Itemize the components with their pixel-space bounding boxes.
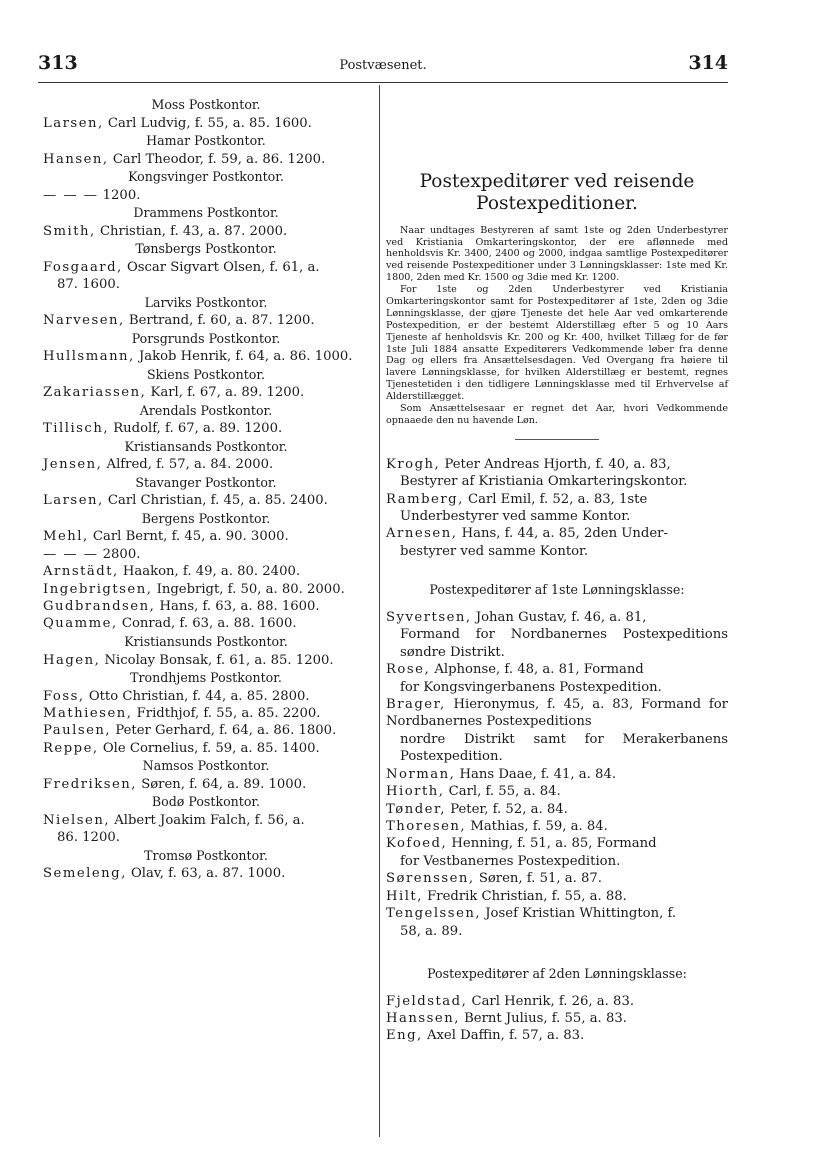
person-details: Christian, f. 43, a. 87. 2000. bbox=[99, 223, 288, 239]
person-details: Fridthjof, f. 55, a. 85. 2200. bbox=[136, 705, 321, 721]
person-surname: Jensen, bbox=[43, 457, 103, 473]
person-surname: Rose, bbox=[386, 662, 431, 678]
person-entry bbox=[40, 812, 372, 847]
person-surname: Fosgaard, bbox=[43, 259, 123, 275]
person-entry bbox=[40, 776, 372, 793]
person-entry bbox=[386, 783, 728, 800]
class1-heading: Postexpeditører af 1ste Lønningsklasse: bbox=[429, 582, 685, 598]
person-surname: Zakariassen, bbox=[43, 385, 147, 401]
person-details: Jakob Henrik, f. 64, a. 86. 1000. bbox=[138, 349, 353, 365]
person-surname: Hanssen, bbox=[386, 1010, 460, 1026]
office-heading: Kristiansunds Postkontor. bbox=[124, 633, 288, 649]
person-entry bbox=[386, 870, 728, 887]
running-title: Postvæsenet. bbox=[339, 58, 427, 73]
note-paragraph: Som Ansættelsesaar er regnet det Aar, hvori Vedkommende opnaaede den nu havende Løn. bbox=[386, 403, 728, 426]
person-entry bbox=[40, 151, 372, 168]
person-details-continued: Bestyrer af Kristiania Omkarteringskontor. bbox=[400, 474, 688, 490]
section-title: Postexpeditører ved reisende Postexpeditioner. bbox=[419, 171, 695, 214]
class2-list bbox=[386, 993, 728, 1045]
person-surname: Narvesen, bbox=[43, 313, 125, 329]
person-entry bbox=[40, 563, 372, 580]
person-surname: — — — bbox=[43, 187, 99, 203]
person-details: Bertrand, f. 60, a. 87. 1200. bbox=[128, 313, 315, 329]
person-entry bbox=[40, 420, 372, 437]
person-details: Bernt Julius, f. 55, a. 83. bbox=[464, 1010, 627, 1026]
office-heading: Moss Postkontor. bbox=[151, 97, 261, 112]
person-details: Søren, f. 51, a. 87. bbox=[478, 871, 602, 887]
office-heading: Kongsvinger Postkontor. bbox=[128, 169, 284, 185]
person-entry bbox=[386, 766, 728, 783]
person-surname: Tønder, bbox=[386, 801, 446, 817]
person-entry bbox=[40, 546, 372, 563]
person-entry bbox=[40, 259, 372, 294]
office-heading: Kristiansands Postkontor. bbox=[124, 438, 288, 454]
person-surname: Paulsen, bbox=[43, 723, 112, 739]
person-entry bbox=[40, 528, 372, 545]
person-entry bbox=[40, 456, 372, 473]
person-surname: Arnstädt, bbox=[43, 564, 119, 580]
person-surname: Arnesen, bbox=[386, 526, 458, 542]
person-surname: — — — bbox=[43, 546, 99, 562]
person-details: Carl Emil, f. 52, a. 83, 1ste bbox=[468, 491, 648, 507]
person-surname: Semeleng, bbox=[43, 866, 127, 882]
person-surname: Tengelssen, bbox=[386, 906, 482, 922]
person-entry bbox=[40, 115, 372, 132]
person-details: Conrad, f. 63, a. 88. 1600. bbox=[121, 616, 297, 632]
person-details: Johan Gustav, f. 46, a. 81, bbox=[475, 609, 647, 625]
person-entry bbox=[386, 525, 728, 560]
office-heading: Stavanger Postkontor. bbox=[135, 474, 277, 490]
person-surname: Hiorth, bbox=[386, 784, 445, 800]
person-entry bbox=[386, 818, 728, 835]
person-details: 1200. bbox=[102, 187, 141, 203]
person-details: Peter Gerhard, f. 64, a. 86. 1800. bbox=[115, 723, 337, 739]
person-details: Haakon, f. 49, a. 80. 2400. bbox=[122, 564, 301, 580]
person-entry bbox=[40, 223, 372, 240]
office-heading: Bodø Postkontor. bbox=[151, 794, 261, 810]
person-details: Carl Christian, f. 45, a. 85. 2400. bbox=[107, 493, 328, 509]
section-divider bbox=[515, 439, 599, 440]
person-details-continued: Underbestyrer ved samme Kontor. bbox=[400, 509, 631, 525]
person-details: Nicolay Bonsak, f. 61, a. 85. 1200. bbox=[104, 652, 334, 668]
person-entry bbox=[386, 661, 728, 696]
person-details: Carl Bernt, f. 45, a. 90. 3000. bbox=[92, 529, 289, 545]
office-heading: Namsos Postkontor. bbox=[142, 758, 270, 774]
person-entry bbox=[40, 722, 372, 739]
person-details: Ingebrigt, f. 50, a. 80. 2000. bbox=[156, 581, 345, 597]
person-entry bbox=[386, 1010, 728, 1027]
person-surname: Foss, bbox=[43, 688, 85, 704]
person-surname: Fjeldstad, bbox=[386, 993, 468, 1009]
person-entry bbox=[40, 615, 372, 632]
person-entry bbox=[386, 835, 728, 870]
person-details: Carl, f. 55, a. 84. bbox=[448, 784, 561, 800]
person-surname: Thoresen, bbox=[386, 819, 467, 834]
person-entry bbox=[386, 888, 728, 905]
person-details-continued: for Kongsvingerbanens Postexpedition. bbox=[400, 679, 662, 695]
class2-heading: Postexpeditører af 2den Lønningsklasse: bbox=[427, 965, 687, 981]
person-surname: Eng, bbox=[386, 1028, 423, 1044]
person-details: Josef Kristian Whittington, f. bbox=[485, 906, 677, 922]
person-details: Hieronymus, f. 45, a. 83, Formand for Nordbanernes Postexpeditions bbox=[386, 697, 728, 730]
person-details: Ole Cornelius, f. 59, a. 85. 1400. bbox=[102, 740, 320, 756]
office-heading: Hamar Postkontor. bbox=[146, 133, 266, 149]
page-number-left: 313 bbox=[38, 52, 78, 74]
office-heading: Trondhjems Postkontor. bbox=[130, 669, 282, 685]
person-entry bbox=[386, 1027, 728, 1044]
person-details: Albert Joakim Falch, f. 56, a. bbox=[114, 812, 305, 828]
person-details: 2800. bbox=[102, 546, 141, 562]
person-details: Olav, f. 63, a. 87. 1000. bbox=[131, 866, 286, 882]
person-details-continued: 86. 1200. bbox=[57, 830, 120, 846]
person-details-continued: nordre Distrikt samt for Merakerbanens Postexpedition. bbox=[400, 731, 728, 765]
column-divider bbox=[379, 85, 380, 1137]
person-details: Peter, f. 52, a. 84. bbox=[450, 801, 568, 817]
person-details: Søren, f. 64, a. 89. 1000. bbox=[141, 776, 307, 792]
person-surname: Hilt, bbox=[386, 888, 423, 904]
person-surname: Krogh, bbox=[386, 456, 441, 472]
person-surname: Mehl, bbox=[43, 529, 89, 545]
staff-list bbox=[386, 456, 728, 561]
person-details: Carl Theodor, f. 59, a. 86. 1200. bbox=[112, 151, 326, 167]
person-details: Karl, f. 67, a. 89. 1200. bbox=[150, 385, 305, 401]
person-entry bbox=[386, 905, 728, 940]
person-entry bbox=[40, 652, 372, 669]
page-number-right: 314 bbox=[688, 52, 728, 74]
person-entry bbox=[40, 312, 372, 329]
person-entry bbox=[40, 598, 372, 615]
person-entry bbox=[386, 696, 728, 766]
person-details: Axel Daffin, f. 57, a. 83. bbox=[426, 1028, 585, 1044]
person-details: Peter Andreas Hjorth, f. 40, a. 83, bbox=[444, 456, 671, 472]
person-surname: Tillisch, bbox=[43, 421, 110, 437]
person-surname: Larsen, bbox=[43, 493, 104, 509]
person-surname: Nielsen, bbox=[43, 812, 111, 828]
person-surname: Fredriksen, bbox=[43, 776, 137, 792]
person-details: Carl Henrik, f. 26, a. 83. bbox=[471, 993, 635, 1009]
office-heading: Larviks Postkontor. bbox=[144, 294, 268, 310]
person-entry bbox=[40, 581, 372, 598]
office-heading: Skiens Postkontor. bbox=[147, 366, 265, 382]
person-entry bbox=[40, 348, 372, 365]
person-surname: Ramberg, bbox=[386, 491, 464, 507]
person-surname: Ingebrigtsen, bbox=[43, 581, 153, 597]
header-rule bbox=[38, 82, 728, 83]
person-entry bbox=[40, 865, 372, 882]
note-paragraph: For 1ste og 2den Underbestyrer ved Kristiania Omkarteringskontor samt for Postexpeditører af 1ste, 2den og 3die Lønningsklasse, der gjøre Tjeneste det hele Aar ved omkarterende Postexpedition, er der bestemt Alderstillæg efter 5 og 10 Aars Tjeneste af henholdsvis Kr. 200 og Kr. 400, hvilket Tillæg for de før 1ste Juli 1884 ansatte Expeditørers Vedkommende løber fra denne Dag og ellers fra Ansættelsesdagen. Ved Overgang fra høiere til lavere Lønningsklasse, for hvilken Alderstillæg er bestemt, regnes Tjenestetiden i den tidligere Lønningsklasse med til Erhvervelse af Alderstillægget. bbox=[386, 284, 728, 403]
person-entry bbox=[386, 456, 728, 491]
person-surname: Gudbrandsen, bbox=[43, 599, 156, 615]
left-column bbox=[40, 96, 372, 883]
person-entry bbox=[386, 609, 728, 661]
person-entry bbox=[386, 801, 728, 818]
person-details: Otto Christian, f. 44, a. 85. 2800. bbox=[88, 688, 310, 704]
person-surname: Mathiesen, bbox=[43, 705, 133, 721]
person-surname: Brager, bbox=[386, 697, 446, 713]
person-details-continued: Formand for Nordbanernes Postexpeditions søndre Distrikt. bbox=[400, 627, 728, 660]
person-surname: Hansen, bbox=[43, 151, 109, 167]
person-surname: Norman, bbox=[386, 766, 456, 782]
person-surname: Hagen, bbox=[43, 652, 101, 668]
office-heading: Arendals Postkontor. bbox=[139, 402, 273, 418]
person-details: Hans Daae, f. 41, a. 84. bbox=[459, 766, 617, 782]
person-surname: Syvertsen, bbox=[386, 609, 472, 625]
note-paragraph: Naar undtages Bestyreren af samt 1ste og 2den Underbestyrer ved Kristiania Omkarteringskontor, der ere aflønnede med henholdsvis Kr. 3400, 2400 og 2000, indgaa samtlige Postexpeditører ved reisende Postexpeditioner under 3 Lønningsklasser: 1ste med Kr. 1800, 2den med Kr. 1500 og 3die med Kr. 1200. bbox=[386, 224, 728, 284]
person-entry bbox=[40, 187, 372, 204]
person-details: Hans, f. 63, a. 88. 1600. bbox=[159, 599, 320, 615]
person-surname: Reppe, bbox=[43, 740, 99, 756]
person-details-continued: bestyrer ved samme Kontor. bbox=[400, 543, 589, 559]
person-surname: Sørenssen, bbox=[386, 871, 475, 887]
person-entry bbox=[386, 993, 728, 1010]
person-details: Rudolf, f. 67, a. 89. 1200. bbox=[113, 421, 283, 437]
section-notes bbox=[386, 225, 728, 427]
person-entry bbox=[40, 688, 372, 705]
person-surname: Kofoed, bbox=[386, 836, 448, 852]
office-heading: Porsgrunds Postkontor. bbox=[131, 330, 281, 346]
person-surname: Hullsmann, bbox=[43, 349, 135, 365]
person-details: Fredrik Christian, f. 55, a. 88. bbox=[427, 888, 627, 904]
person-details: Alphonse, f. 48, a. 81, Formand bbox=[434, 662, 644, 678]
person-details-continued: for Vestbanernes Postexpedition. bbox=[400, 853, 621, 869]
page-header bbox=[38, 52, 728, 82]
person-entry bbox=[40, 492, 372, 509]
office-heading: Drammens Postkontor. bbox=[133, 205, 279, 221]
person-surname: Quamme, bbox=[43, 616, 118, 632]
person-entry bbox=[40, 384, 372, 401]
person-details: Henning, f. 51, a. 85, Formand bbox=[451, 836, 657, 852]
person-surname: Smith, bbox=[43, 223, 96, 239]
person-entry bbox=[386, 491, 728, 526]
person-details: Hans, f. 44, a. 85, 2den Under- bbox=[461, 526, 668, 542]
person-details: Alfred, f. 57, a. 84. 2000. bbox=[106, 457, 274, 473]
office-heading: Tromsø Postkontor. bbox=[144, 847, 268, 863]
person-details: Carl Ludvig, f. 55, a. 85. 1600. bbox=[107, 115, 312, 131]
person-details: Oscar Sigvart Olsen, f. 61, a. bbox=[126, 259, 320, 275]
person-entry bbox=[40, 740, 372, 757]
person-surname: Larsen, bbox=[43, 115, 104, 131]
person-details: Mathias, f. 59, a. 84. bbox=[470, 819, 608, 834]
class1-list bbox=[386, 609, 728, 940]
office-heading: Tønsbergs Postkontor. bbox=[135, 241, 277, 257]
right-column bbox=[386, 96, 728, 1045]
person-details-continued: 58, a. 89. bbox=[400, 923, 463, 939]
office-heading: Bergens Postkontor. bbox=[141, 510, 271, 526]
person-details-continued: 87. 1600. bbox=[57, 277, 120, 293]
person-entry bbox=[40, 705, 372, 722]
